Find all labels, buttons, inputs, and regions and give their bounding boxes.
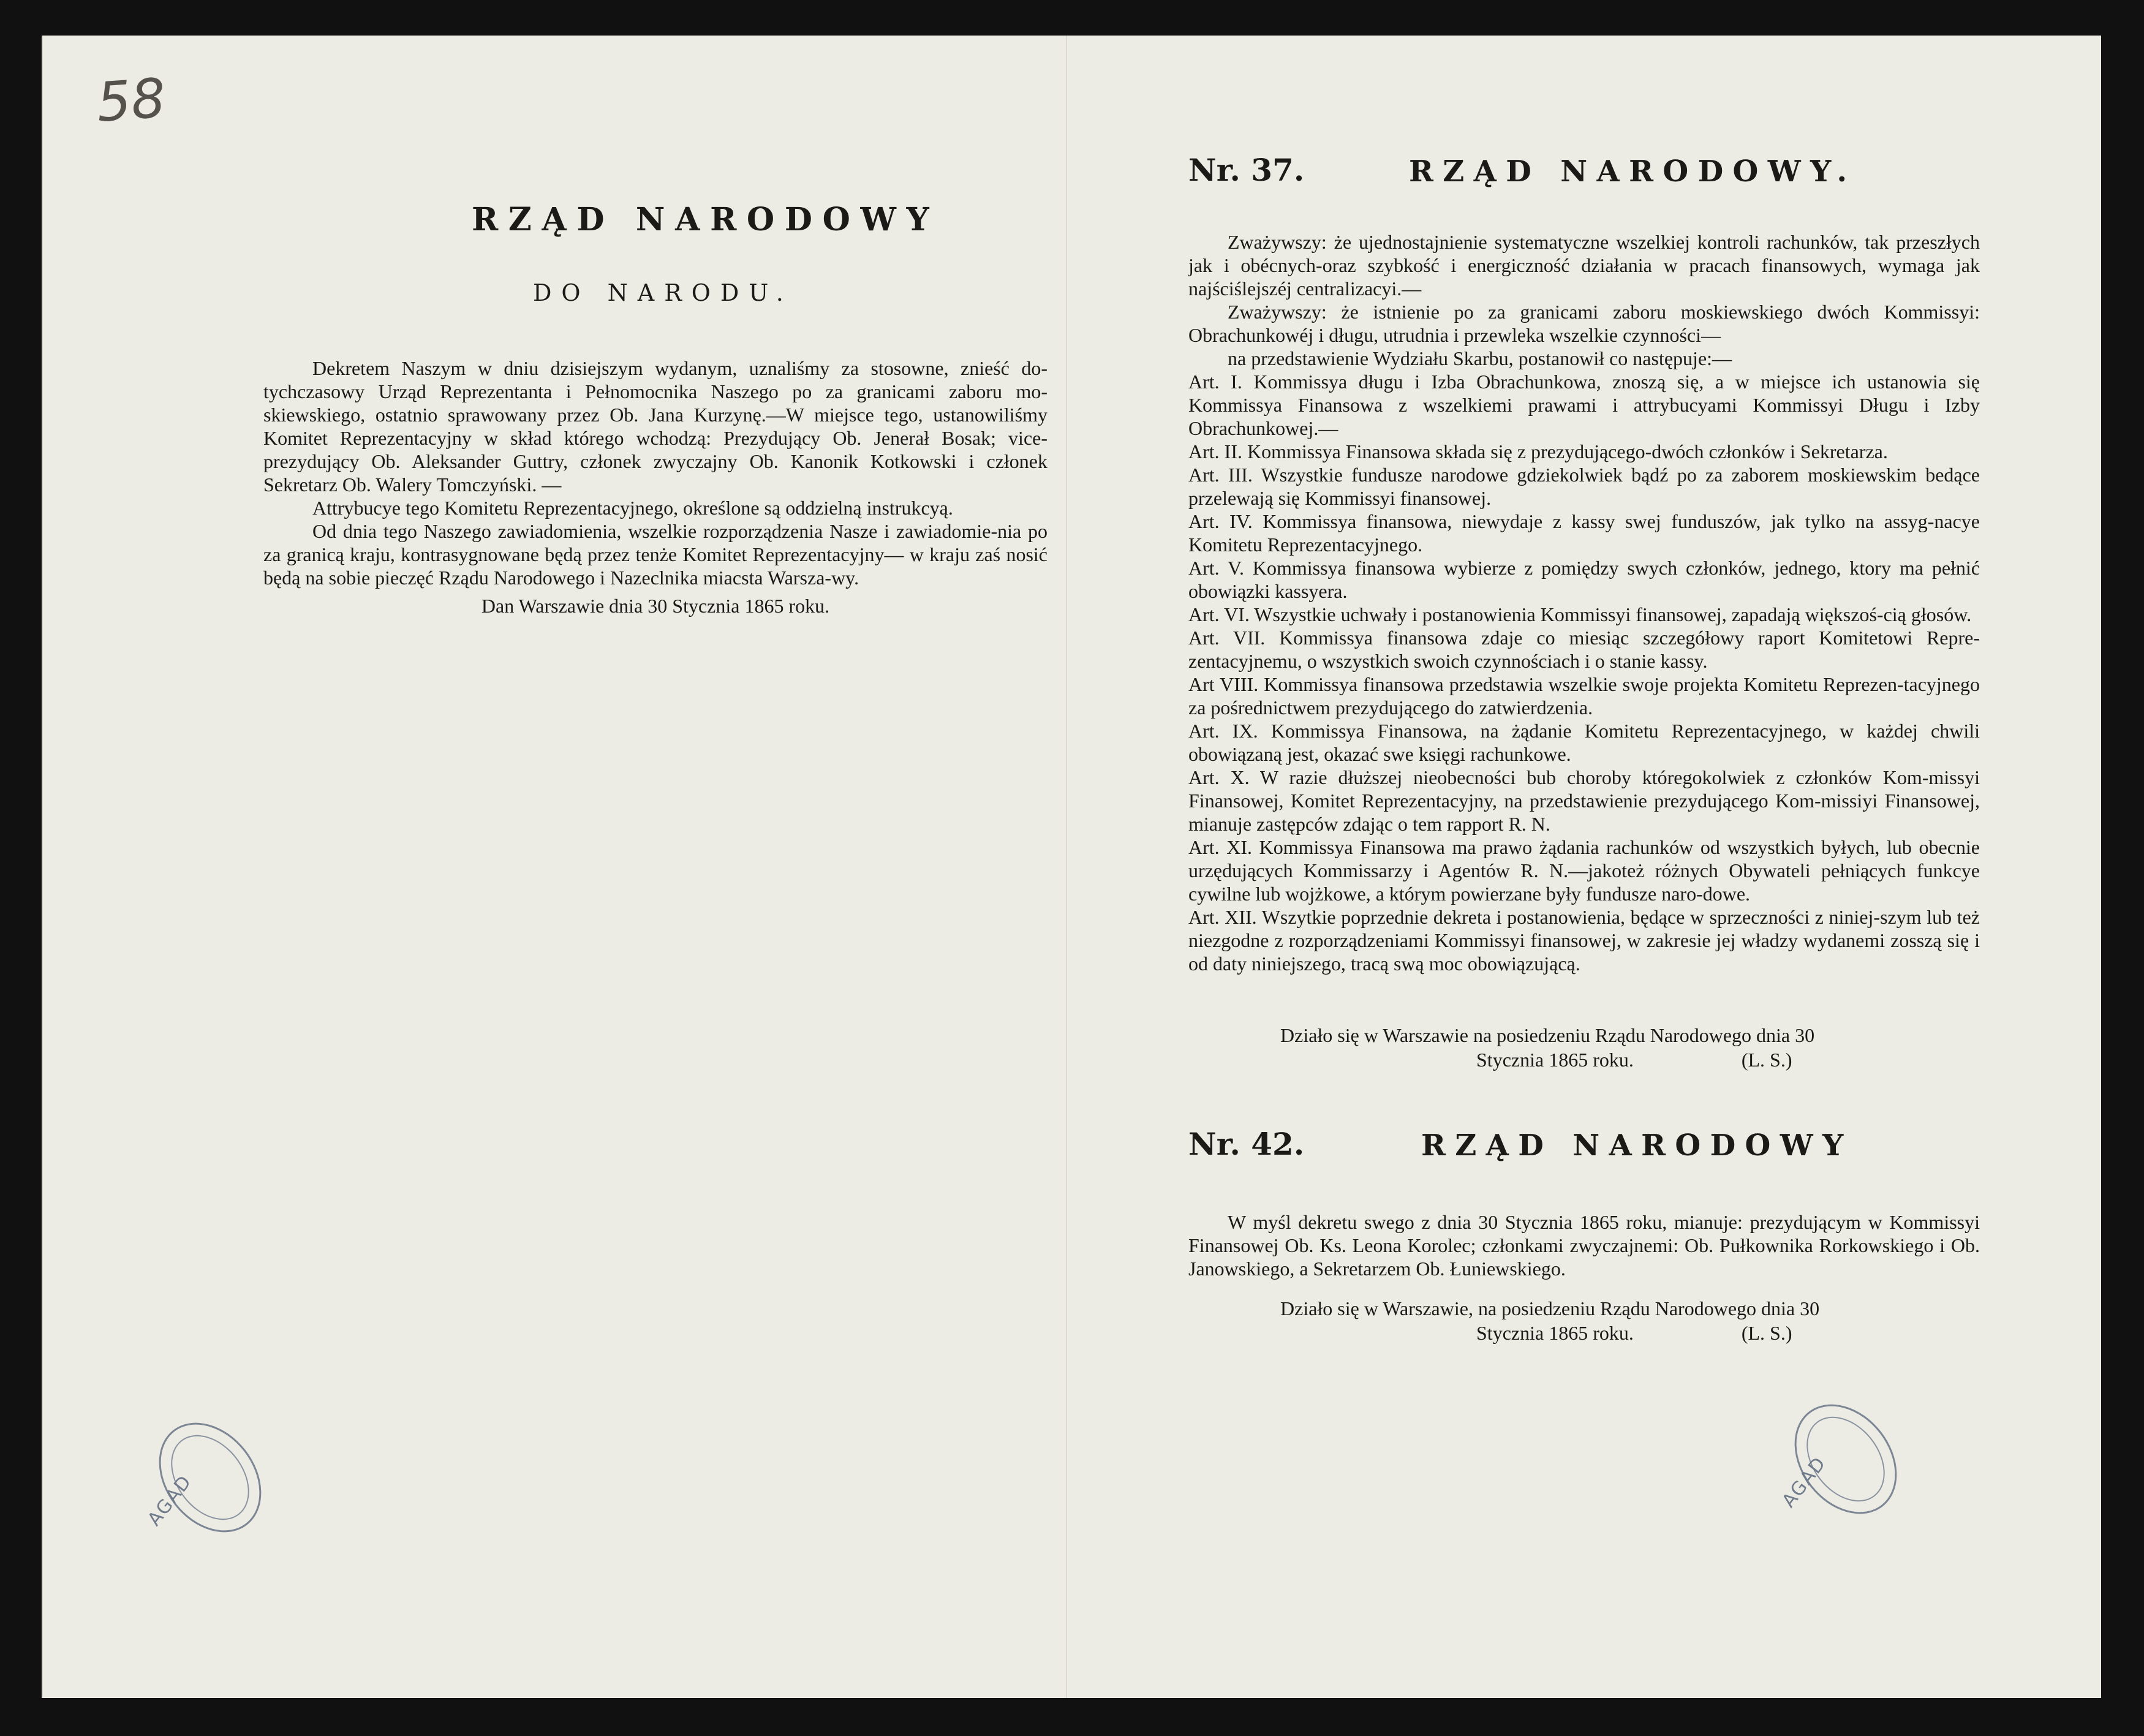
decree-37-article-2: Art. II. Kommissya Finansowa składa się z prezydującego-dwóch członków i Sekretarza.	[1188, 440, 1888, 462]
document-sheet	[42, 36, 2101, 1698]
decree-37-article-8: Art VIII. Kommissya finansowa przedstawia wszelkie swoje projekta Komitetu Reprezen-tacyjnego za pośrednictwem prezydującego do zatwierdzenia.	[1188, 673, 1980, 719]
decree-37-article-3: Art. III. Wszystkie fundusze narodowe gdziekolwiek bądź po za zaborem moskiewskim bedące przelewają się Kommissyi finansowej.	[1188, 464, 1980, 509]
decree-42-title: RZĄD NARODOWY	[1421, 1128, 1853, 1163]
decree-37-header	[1188, 152, 1985, 201]
decree-37-article-9: Art. IX. Kommissya Finansowa, na żądanie Komitetu Reprezentacyjnego, w każdej chwili obowiązaną jest, okazać swe księgi rachunkowe.	[1188, 720, 1980, 765]
decree-37-article-12: Art. XII. Wszytkie poprzednie dekreta i postanowienia, będące w sprzeczności z niniej-szym lub też niezgodne z rozporządzeniami Kommissyi finansowej, w zakresie jej władzy wydanemi zosszą się i od daty niniejszego, tracą swą moc obowiązującą.	[1188, 906, 1980, 975]
left-title: RZĄD NARODOWY	[472, 201, 940, 238]
decree-37-intro-2: Zważywszy: że istnienie po za granicami zaboru moskiewskiego dwóch Kommissyi: Obrachunkowéj i długu, utrudnia i przewleka wszelkie czynności—	[1188, 301, 1980, 346]
decree-37-number: Nr. 37.	[1188, 152, 1305, 188]
decree-37-body	[1188, 230, 1980, 975]
left-paragraph-3: Od dnia tego Naszego zawiadomienia, wszelkie rozporządzenia Nasze i zawiadomie-nia po za granicą kraju, kontrasygnowane będą przez tenże Komitet Reprezentacyjny— w kraju zaś nosić będą na sobie pieczęć Rządu Narodowego i Nazeclnika miacsta Warsza-wy.	[263, 520, 1047, 589]
fold-line	[1066, 36, 1067, 1698]
decree-37-seal-mark: (L. S.)	[1741, 1049, 1792, 1071]
archive-stamp-left-label: AGAD	[143, 1471, 197, 1530]
archive-stamp-left-inner	[155, 1420, 265, 1535]
archive-stamp-right	[1773, 1384, 1918, 1534]
decree-37-article-4: Art. IV. Kommissya finansowa, niewydaje z kassy swej funduszów, jak tylko na assyg-nacye Komitetu Reprezentacyjnego.	[1188, 510, 1980, 556]
decree-37-article-11: Art. XI. Kommissya Finansowa ma prawo żądania rachunków od wszystkich byłych, lub obecnie urzędujących Kommissarzy i Agentów R. N.—jakoteż różnych Obywateli pełniących funkcye cywilne lub wojżkowe, a którym powierzane były fundusze naro-dowe.	[1188, 836, 1980, 905]
left-paragraph-2: Attrybucye tego Komitetu Reprezentacyjnego, określone są oddzielną instrukcyą.	[312, 497, 953, 519]
decree-37-title: RZĄD NARODOWY.	[1409, 154, 1857, 189]
decree-37-dated-date: Stycznia 1865 roku.	[1476, 1049, 1634, 1071]
decree-37-article-10: Art. X. W razie dłuższej nieobecności bub choroby któregokolwiek z członków Kom-missyi Finansowej, Komitet Reprezentacyjny, na przedstawienie prezydującego Kom-missiyi Finansowej, mianuje zastępców zdając o tem rapport R. N.	[1188, 766, 1980, 835]
decree-37-intro-3: na przedstawienie Wydziału Skarbu, postanowił co następuje:—	[1228, 347, 1732, 369]
decree-37-article-6: Art. VI. Wszystkie uchwały i postanowienia Kommissyi finansowej, zapadają większoś-cią głosów.	[1188, 603, 1972, 625]
decree-37-dated-line-2	[1280, 1047, 1954, 1072]
left-paragraph-1: Dekretem Naszym w dniu dzisiejszym wydanym, uznaliśmy za stosowne, znieść do-tychczasowy Urząd Reprezentanta i Pełnomocnika Naszego po za granicami zaboru mo-skiewskiego, ostatnio sprawowany przez Ob. Jana Kurzynę.—W miejsce tego, ustanowiliśmy Komitet Reprezentacyjny w skład którego wchodzą: Prezydujący Ob. Jenerał Bosak; vice-prezydujący Ob. Aleksander Guttry, członek zwyczajny Ob. Kanonik Kotkowski i członek Sekretarz Ob. Walery Tomczyński. —	[263, 357, 1047, 496]
pencil-page-number: 58	[94, 66, 168, 134]
decree-42-header	[1188, 1126, 1985, 1175]
archive-stamp-left	[138, 1403, 282, 1552]
decree-42-text: W myśl dekretu swego z dnia 30 Stycznia 1865 roku, mianuje: prezydującym w Kommissyi Finansowej Ob. Ks. Leona Korolec; członkami zwyczajnemi: Ob. Pułkownika Rorkowskiego i Ob. Janowskiego, a Sekretarzem Ob. Łuniewskiego.	[1188, 1211, 1980, 1280]
decree-42-dated-date: Stycznia 1865 roku.	[1476, 1322, 1634, 1344]
archive-stamp-right-label: AGAD	[1778, 1452, 1831, 1512]
decree-42-body	[1188, 1210, 1980, 1280]
left-signoff: Dan Warszawie dnia 30 Stycznia 1865 roku.	[481, 595, 830, 617]
decree-37-dated-line-1: Działo się w Warszawie na posiedzeniu Rządu Narodowego dnia 30	[1280, 1024, 1815, 1046]
decree-37-intro-1: Zważywszy: że ujednostajnienie systematyczne wszelkiej kontroli rachunków, tak przeszłych jak i obécnych-oraz szybkość i energiczność działania w pracach finansowych, wymaga jak najściślejszéj centralizacyi.—	[1188, 231, 1980, 300]
decree-37-article-5: Art. V. Kommissya finansowa wybierze z pomiędzy swych członków, jednego, ktory ma pełnić obowiązki kassyera.	[1188, 557, 1980, 602]
archive-stamp-right-inner	[1791, 1402, 1901, 1517]
decree-37-article-1: Art. I. Kommissya długu i Izba Obrachunkowa, znoszą się, a w miejsce ich ustanowia się Kommissya Finansowa z wszelkiemi prawami i attrybucyami Kommissyi Długu i Izby Obrachunkowej.—	[1188, 371, 1980, 439]
left-proclamation-body	[263, 357, 1047, 617]
decree-37-dated	[1280, 1023, 1954, 1072]
decree-42-dated-line-1: Działo się w Warszawie, na posiedzeniu Rządu Narodowego dnia 30	[1280, 1297, 1820, 1319]
decree-42-number: Nr. 42.	[1188, 1126, 1305, 1162]
decree-37-article-7: Art. VII. Kommissya finansowa zdaje co miesiąc szczegółowy raport Komitetowi Repre-zentacyjnemu, o wszystkich swoich czynnościach i o stanie kassy.	[1188, 627, 1980, 672]
decree-42-dated-line-2	[1280, 1321, 1954, 1345]
decree-42-seal-mark: (L. S.)	[1741, 1322, 1792, 1344]
decree-42-dated	[1280, 1296, 1954, 1345]
left-subtitle: DO NARODU.	[533, 279, 793, 306]
